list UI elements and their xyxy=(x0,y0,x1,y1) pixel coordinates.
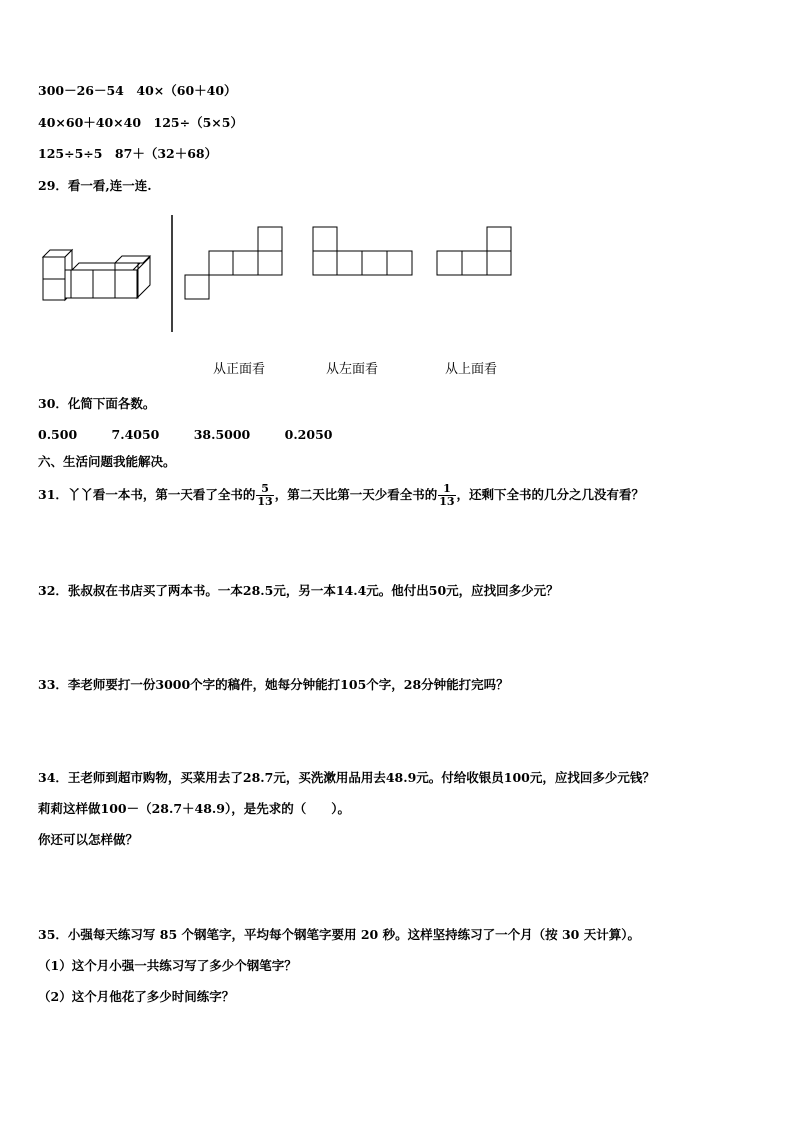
expression-row-2: 40×60＋40×40 125÷（5×5） xyxy=(38,115,243,130)
q33-text: 33．李老师要打一份3000个字的稿件，她每分钟能打105个字，28分钟能打完吗？ xyxy=(38,677,509,692)
cube-row xyxy=(65,263,140,298)
q32-text: 32．张叔叔在书店买了两本书。一本28.5元，另一本14.4元。他付出50元，应找回多少元？ xyxy=(38,583,559,598)
q30-number: 0.500 xyxy=(38,427,78,442)
q29-figure xyxy=(0,0,794,400)
view-grid-1 xyxy=(185,227,282,299)
q29-title: 29．看一看,连一连. xyxy=(38,178,152,193)
view-grid-3 xyxy=(437,227,511,275)
section-6-heading: 六、生活问题我能解决。 xyxy=(38,454,176,469)
expression-row-3: 125÷5÷5 87＋（32＋68） xyxy=(38,146,218,161)
caption-front-view: 从正面看 xyxy=(213,362,266,377)
q34-line-1: 34．王老师到超市购物，买菜用去了28.7元，买洗漱用品用去48.9元。付给收银员100元，应找回多少元钱？ xyxy=(38,770,655,785)
q30-numbers xyxy=(38,426,332,444)
q35-sub-2: （2）这个月他花了多少时间练字？ xyxy=(38,989,235,1004)
fraction-1-13: $\frac{1}{13}$ xyxy=(439,482,455,508)
q30-title: 30．化简下面各数。 xyxy=(38,396,156,411)
q30-number: 0.2050 xyxy=(284,427,333,442)
expression-row-1: 300－26－54 40×（60＋40） xyxy=(38,83,237,98)
view-grid-2 xyxy=(313,227,412,275)
q34-line-2: 莉莉这样做100－（28.7＋48.9），是先求的（ ）。 xyxy=(38,801,350,816)
q31-text: 31．丫丫看一本书，第一天看了全书的 $\frac{5}{13}$ ，第二天比第一天少看全书的 $\frac{1}{13}$ ，还剩下全书的几分之几没有看？ xyxy=(38,482,645,508)
q34-line-3: 你还可以怎样做？ xyxy=(38,832,139,847)
q30-number: 38.5000 xyxy=(193,427,251,442)
q35-sub-1: （1）这个月小强一共练习写了多少个钢笔字？ xyxy=(38,958,297,973)
q30-number: 7.4050 xyxy=(111,427,160,442)
caption-top-view: 从上面看 xyxy=(445,362,498,377)
q35-line-1: 35．小强每天练习写 85 个钢笔字，平均每个钢笔字要用 20 秒。这样坚持练习了一个月（按 30 天计算）。 xyxy=(38,927,640,942)
fraction-5-13: $\frac{5}{13}$ xyxy=(257,482,273,508)
caption-left-view: 从左面看 xyxy=(326,362,379,377)
cube-solid xyxy=(43,250,150,300)
